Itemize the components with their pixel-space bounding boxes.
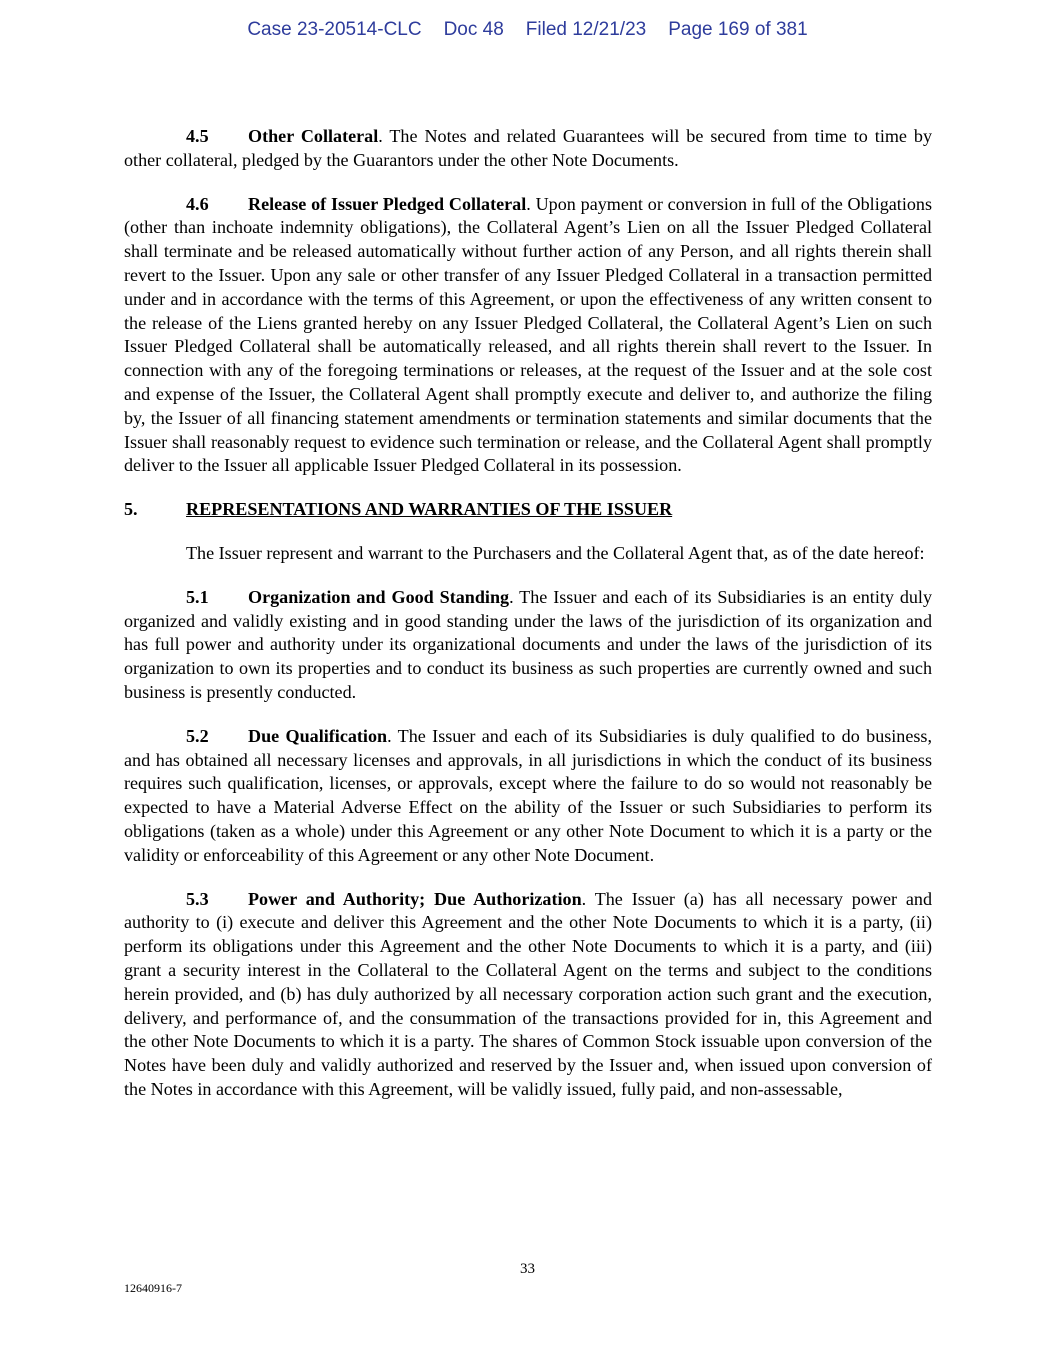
- filed-date: Filed 12/21/23: [525, 19, 647, 40]
- document-id: 12640916-7: [124, 1281, 182, 1295]
- section-number: 5.2: [186, 725, 209, 746]
- section-title: Organization and Good Standing: [248, 586, 510, 607]
- section-title: Due Qualification: [248, 725, 388, 746]
- section-text: . The Issuer (a) has all necessary power and authority to (i) execute and deliver this Agreement and the other Note Documents to which it is a party, (ii) perform its obligations under this Agreement and the other Note Documents to which it is a party, and (iii) grant a security interest in the Collateral to the Collateral Agent on the terms and subject to the conditions herein provided, and (b) has duly authorized by all necessary corporation action such grant and the execution, delivery, and performance of, and the consummation of the transactions provided for in, this Agreement and the other Note Documents to which it is a party. The shares of Common Stock issuable upon conversion of the Notes have been duly and validly authorized and reserved by the Issuer and, when issued upon conversion of the Notes in accordance with this Agreement, will be validly issued, fully paid, and non-assessable,: [124, 888, 932, 1099]
- section-4-5: [124, 125, 932, 173]
- court-filing-header: [0, 19, 1055, 41]
- section-number: 5.3: [186, 888, 209, 909]
- doc-number: Doc 48: [443, 19, 504, 40]
- section-4-6: [124, 193, 932, 479]
- section-text: . The Issuer and each of its Subsidiaries is an entity duly organized and validly existing and in good standing under the laws of the jurisdiction of its organization and has full power and authority under its organizational documents and under the laws of the jurisdiction of its organization to own its properties and to conduct its business as such properties are currently owned and such business is presently conducted.: [124, 586, 932, 702]
- section-number: 4.6: [186, 193, 209, 214]
- section-title: Other Collateral: [248, 126, 379, 146]
- section-5-1: [124, 586, 932, 705]
- section-number: 5.: [124, 499, 138, 520]
- section-5-2: [124, 725, 932, 868]
- section-number: 5.1: [186, 586, 209, 607]
- section-title: Power and Authority; Due Authorization: [248, 888, 582, 909]
- section-text: . Upon payment or conversion in full of the Obligations (other than inchoate indemnity obligations), the Collateral Agent’s Lien on all the Issuer Pledged Collateral shall terminate and be released automatically without further action of any Person, and all rights therein shall revert to the Issuer. Upon any sale or other transfer of any Issuer Pledged Collateral in a transaction permitted under and in accordance with the terms of this Agreement, or upon the effectiveness of any written consent to the release of the Liens granted hereby on any Issuer Pledged Collateral, the Collateral Agent’s Lien on such Issuer Pledged Collateral shall be automatically released, and all rights therein shall revert to the Issuer. In connection with any of the foregoing terminations or releases, at the request of the Issuer and at the sole cost and expense of the Issuer, the Collateral Agent shall promptly execute and deliver to, and authorize the filing by, the Issuer of all financing statement amendments or termination statements and similar documents that the Issuer shall reasonably request to evidence such termination or release, and the Collateral Agent shall promptly deliver to the Issuer all applicable Issuer Pledged Collateral in its possession.: [124, 193, 932, 476]
- section-text: . The Issuer and each of its Subsidiaries is duly qualified to do business, and has obtained all necessary licenses and approvals, in all jurisdictions in which the conduct of its business requires such qualification, licenses, or approvals, except where the failure to do so would not reasonably be expected to have a Material Adverse Effect on the ability of the Issuer or such Subsidiaries to perform its obligations (taken as a whole) under this Agreement or any other Note Document to which it is a party or the validity or enforceability of this Agreement or any other Note Document.: [124, 725, 932, 865]
- section-text: . The Notes and related Guarantees will be secured from time to time by other collateral, pledged by the Guarantors under the other Note Documents.: [124, 126, 933, 170]
- section-5-3: [124, 888, 932, 1102]
- section-title: Release of Issuer Pledged Collateral: [248, 193, 527, 214]
- case-number: Case 23-20514-CLC: [247, 19, 422, 40]
- section-5-heading: [124, 498, 932, 522]
- page-number: 33: [520, 1261, 535, 1277]
- section-number: 4.5: [186, 126, 209, 146]
- document-body: [124, 125, 932, 1122]
- section-title: REPRESENTATIONS AND WARRANTIES OF THE ISSUER: [186, 499, 673, 520]
- section-5-intro: The Issuer represent and warrant to the Purchasers and the Collateral Agent that, as of the date hereof:: [186, 542, 925, 563]
- page-count: Page 169 of 381: [668, 19, 808, 40]
